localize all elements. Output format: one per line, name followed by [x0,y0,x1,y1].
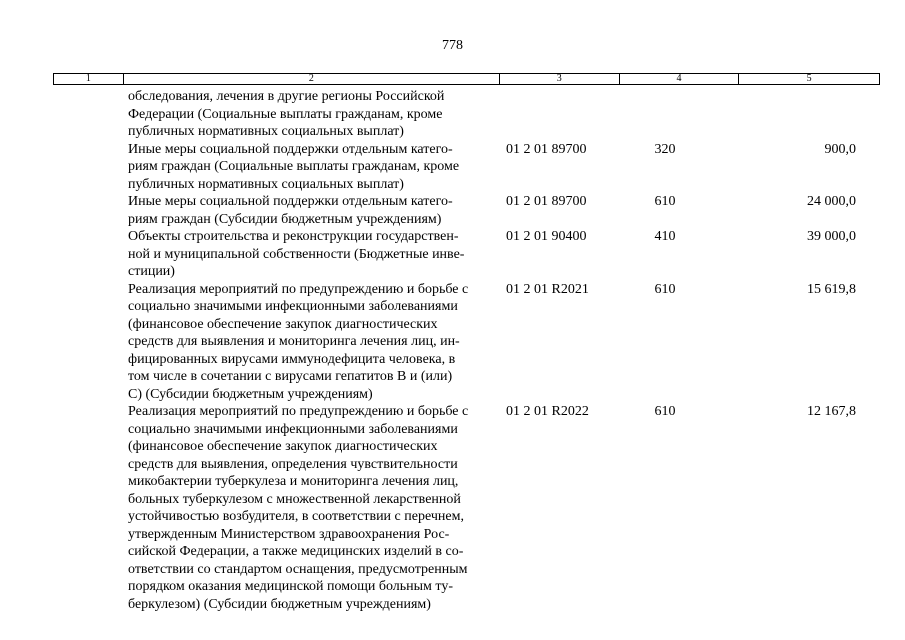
description-line: публичных нормативных социальных выплат) [128,176,404,192]
description-line: (финансовое обеспечение закупок диагностических [128,316,438,332]
description-line: обследования, лечения в другие регионы Российской [128,89,445,104]
description-line: (финансовое обеспечение закупок диагностических [128,439,438,454]
cell-description [128,88,498,141]
table-body [53,88,880,613]
cell-code: 01 2 01 R2021 [506,281,589,297]
cell-code: 01 2 01 90400 [506,229,587,244]
cell-description [128,193,498,228]
header-col-4: 4 [620,74,740,84]
cell-type: 610 [654,404,676,419]
description-line: Реализация мероприятий по предупреждению и борьбе с [128,404,469,419]
description-line: средств для выявления и мониторинга лечения лиц, ин- [128,334,460,349]
header-col-2: 2 [124,74,500,84]
table-row [53,141,880,194]
description-line: порядком оказания медицинской помощи больным ту- [128,579,454,594]
description-line: Иные меры социальной поддержки отдельным катего- [128,194,453,209]
description-line: средств для выявления, определения чувствительности [128,456,458,472]
cell-amount: 39 000,0 [807,229,856,244]
description-line: Иные меры социальной поддержки отдельным катего- [128,141,453,157]
table-row [53,193,880,228]
description-line: устойчивостью возбудителя, в соответствии с перечнем, [128,509,464,524]
description-line: ной и муниципальной собственности (Бюджетные инве- [128,246,465,262]
description-line: социально значимыми инфекционными заболеваниями [128,421,458,437]
description-line: ответствии со стандартом оснащения, предусмотренным [128,561,468,577]
table-row [53,281,880,404]
cell-type: 410 [654,229,676,244]
description-line: беркулезом) (Субсидии бюджетным учреждениям) [128,596,431,612]
description-line: утвержденным Министерством здравоохранения Рос- [128,526,450,542]
table-row [53,228,880,281]
header-col-5: 5 [806,73,812,84]
cell-type: 610 [654,194,676,209]
description-line: стиции) [128,264,175,279]
description-line: больных туберкулезом с множественной лекарственной [128,491,461,507]
description-line: Федерации (Социальные выплаты гражданам, кроме [128,106,443,122]
description-line: Объекты строительства и реконструкции государствен- [128,229,459,244]
cell-amount: 12 167,8 [807,404,856,419]
description-line: микобактерии туберкулеза и мониторинга лечения лиц, [128,474,459,489]
description-line: Реализация мероприятий по предупреждению и борьбе с [128,281,469,297]
description-line: риям граждан (Субсидии бюджетным учреждениям) [128,211,442,227]
table-row [53,403,880,613]
table-row [53,88,880,141]
cell-description [128,228,498,281]
description-line: социально значимыми инфекционными заболеваниями [128,299,458,314]
cell-description [128,141,498,194]
header-col-3: 3 [500,74,620,84]
cell-description [128,281,498,404]
description-line: сийской Федерации, а также медицинских изделий в со- [128,544,464,559]
cell-code: 01 2 01 R2022 [506,404,589,419]
cell-amount: 15 619,8 [807,281,856,297]
description-line: публичных нормативных социальных выплат) [128,124,404,139]
description-line: фицированных вирусами иммунодефицита человека, в [128,351,456,367]
cell-type: 320 [654,141,676,157]
cell-code: 01 2 01 89700 [506,194,587,209]
cell-type: 610 [654,281,676,297]
description-line: С) (Субсидии бюджетным учреждениям) [128,386,373,402]
cell-amount: 900,0 [824,141,856,157]
table-header [53,73,880,85]
header-col-1: 1 [54,74,124,84]
description-line: том числе в сочетании с вирусами гепатитов В и (или) [128,369,453,384]
cell-description [128,403,498,613]
page-number: 778 [442,38,463,53]
cell-amount: 24 000,0 [807,194,856,209]
cell-code: 01 2 01 89700 [506,141,587,157]
description-line: риям граждан (Социальные выплаты гражданам, кроме [128,159,460,174]
